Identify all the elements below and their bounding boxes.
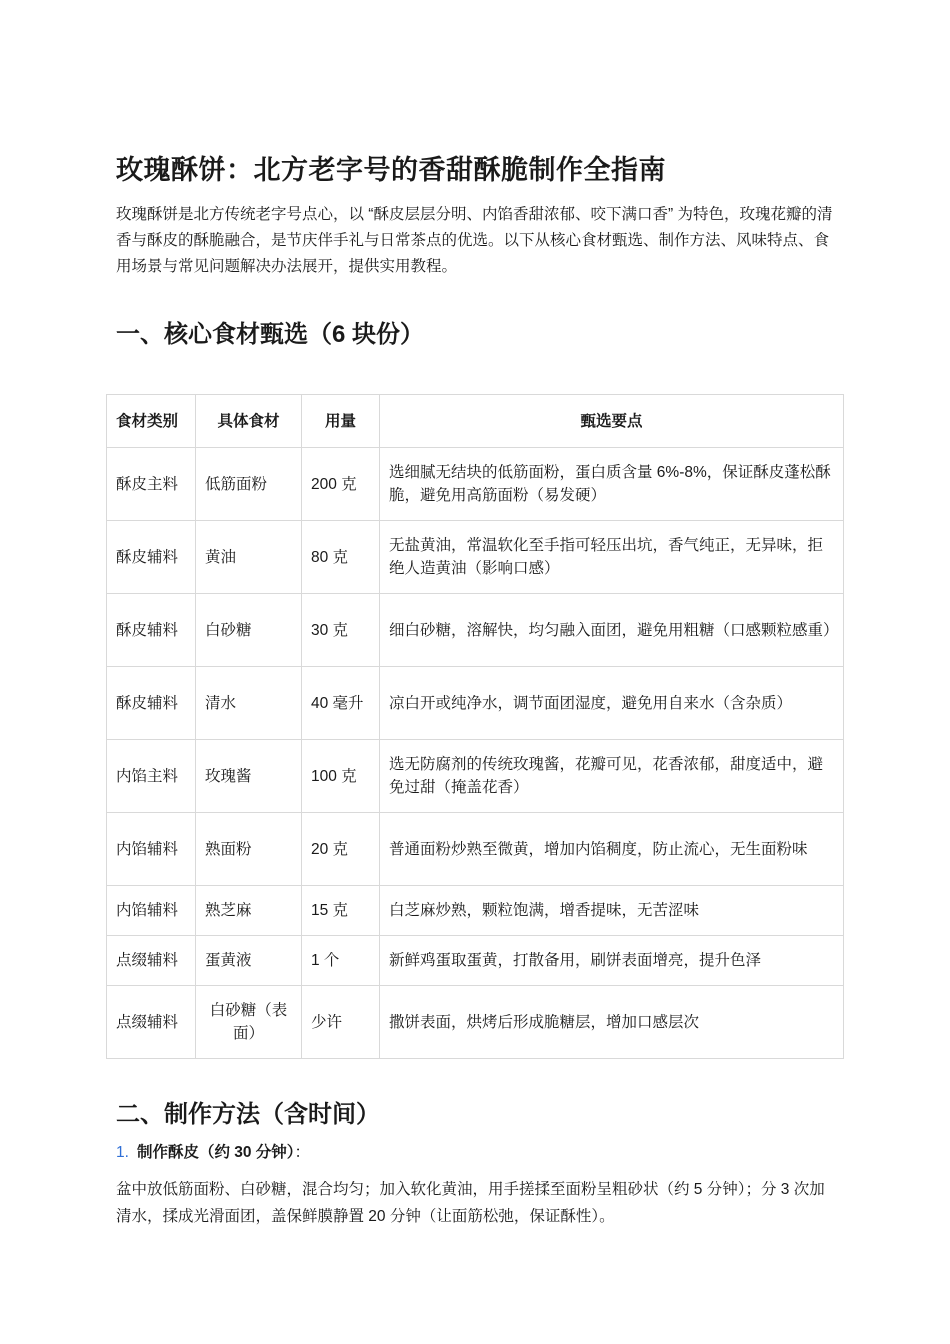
table-header-cell: 食材类别 — [107, 395, 196, 448]
tips-cell: 凉白开或纯净水，调节面团湿度，避免用自来水（含杂质） — [380, 667, 844, 740]
category-cell: 酥皮辅料 — [107, 667, 196, 740]
table-row — [107, 594, 844, 667]
table-row — [107, 986, 844, 1059]
ingredient-cell: 白砂糖（表面） — [196, 986, 302, 1059]
table-header-cell: 具体食材 — [196, 395, 302, 448]
step-title: 制作酥皮（约 30 分钟） — [136, 1144, 295, 1161]
category-cell: 点缀辅料 — [107, 986, 196, 1059]
tips-cell: 新鲜鸡蛋取蛋黄，打散备用，刷饼表面增亮，提升色泽 — [380, 936, 844, 986]
amount-cell: 30 克 — [302, 594, 380, 667]
table-header-cell: 甄选要点 — [380, 395, 844, 448]
tips-cell: 普通面粉炒熟至微黄，增加内馅稠度，防止流心，无生面粉味 — [380, 813, 844, 886]
table-row — [107, 886, 844, 936]
tips-cell: 白芝麻炒熟，颗粒饱满，增香提味，无苦涩味 — [380, 886, 844, 936]
amount-cell: 20 克 — [302, 813, 380, 886]
ingredient-cell: 黄油 — [196, 521, 302, 594]
tips-cell: 选无防腐剂的传统玫瑰酱，花瓣可见，花香浓郁，甜度适中，避免过甜（掩盖花香） — [380, 740, 844, 813]
step-heading — [116, 1140, 310, 1162]
table-row — [107, 448, 844, 521]
ingredient-cell: 低筋面粉 — [196, 448, 302, 521]
ingredient-cell: 玫瑰酱 — [196, 740, 302, 813]
category-cell: 内馅主料 — [107, 740, 196, 813]
category-cell: 内馅辅料 — [107, 886, 196, 936]
amount-cell: 少许 — [302, 986, 380, 1059]
step-title-colon: ： — [294, 1144, 311, 1161]
page-title: 玫瑰酥饼：北方老字号的香甜酥脆制作全指南 — [116, 155, 666, 185]
amount-cell: 100 克 — [302, 740, 380, 813]
tips-cell: 撒饼表面，烘烤后形成脆糖层，增加口感层次 — [380, 986, 844, 1059]
tips-cell: 无盐黄油，常温软化至手指可轻压出坑，香气纯正，无异味，拒绝人造黄油（影响口感） — [380, 521, 844, 594]
category-cell: 酥皮辅料 — [107, 521, 196, 594]
ingredient-cell: 熟芝麻 — [196, 886, 302, 936]
table-row — [107, 813, 844, 886]
ingredient-cell: 白砂糖 — [196, 594, 302, 667]
table-header-row — [107, 395, 844, 448]
amount-cell: 200 克 — [302, 448, 380, 521]
table-row — [107, 667, 844, 740]
tips-cell: 选细腻无结块的低筋面粉，蛋白质含量 6%-8%，保证酥皮蓬松酥脆，避免用高筋面粉（易发硬） — [380, 448, 844, 521]
amount-cell: 1 个 — [302, 936, 380, 986]
ingredient-cell: 熟面粉 — [196, 813, 302, 886]
amount-cell: 80 克 — [302, 521, 380, 594]
step-body: 盆中放低筋面粉、白砂糖，混合均匀；加入软化黄油，用手搓揉至面粉呈粗砂状（约 5 分钟）；分 3 次加清水，揉成光滑面团，盖保鲜膜静置 20 分钟（让面筋松弛，保证酥性）。 — [116, 1181, 825, 1225]
amount-cell: 15 克 — [302, 886, 380, 936]
table-row — [107, 521, 844, 594]
ingredient-cell: 蛋黄液 — [196, 936, 302, 986]
step-number: 1. — [116, 1144, 129, 1161]
category-cell: 内馅辅料 — [107, 813, 196, 886]
table-row — [107, 740, 844, 813]
ingredients-table — [106, 394, 844, 1059]
intro-paragraph: 玫瑰酥饼是北方传统老字号点心，以 “酥皮层层分明、内馅香甜浓郁、咬下满口香” 为特色，玫瑰花瓣的清香与酥皮的酥脆融合，是节庆伴手礼与日常茶点的优选。以下从核心食材甄选、制作方法、风味特点、食用场景与常见问题解决办法展开，提供实用教程。 — [116, 206, 833, 275]
amount-cell: 40 毫升 — [302, 667, 380, 740]
section-heading-method: 二、制作方法（含时间） — [116, 1101, 380, 1128]
tips-cell: 细白砂糖，溶解快，均匀融入面团，避免用粗糖（口感颗粒感重） — [380, 594, 844, 667]
table-row — [107, 936, 844, 986]
category-cell: 酥皮主料 — [107, 448, 196, 521]
section-heading-ingredients: 一、核心食材甄选（6 块份） — [116, 321, 425, 348]
category-cell: 点缀辅料 — [107, 936, 196, 986]
category-cell: 酥皮辅料 — [107, 594, 196, 667]
ingredient-cell: 清水 — [196, 667, 302, 740]
table-header-cell: 用量 — [302, 395, 380, 448]
